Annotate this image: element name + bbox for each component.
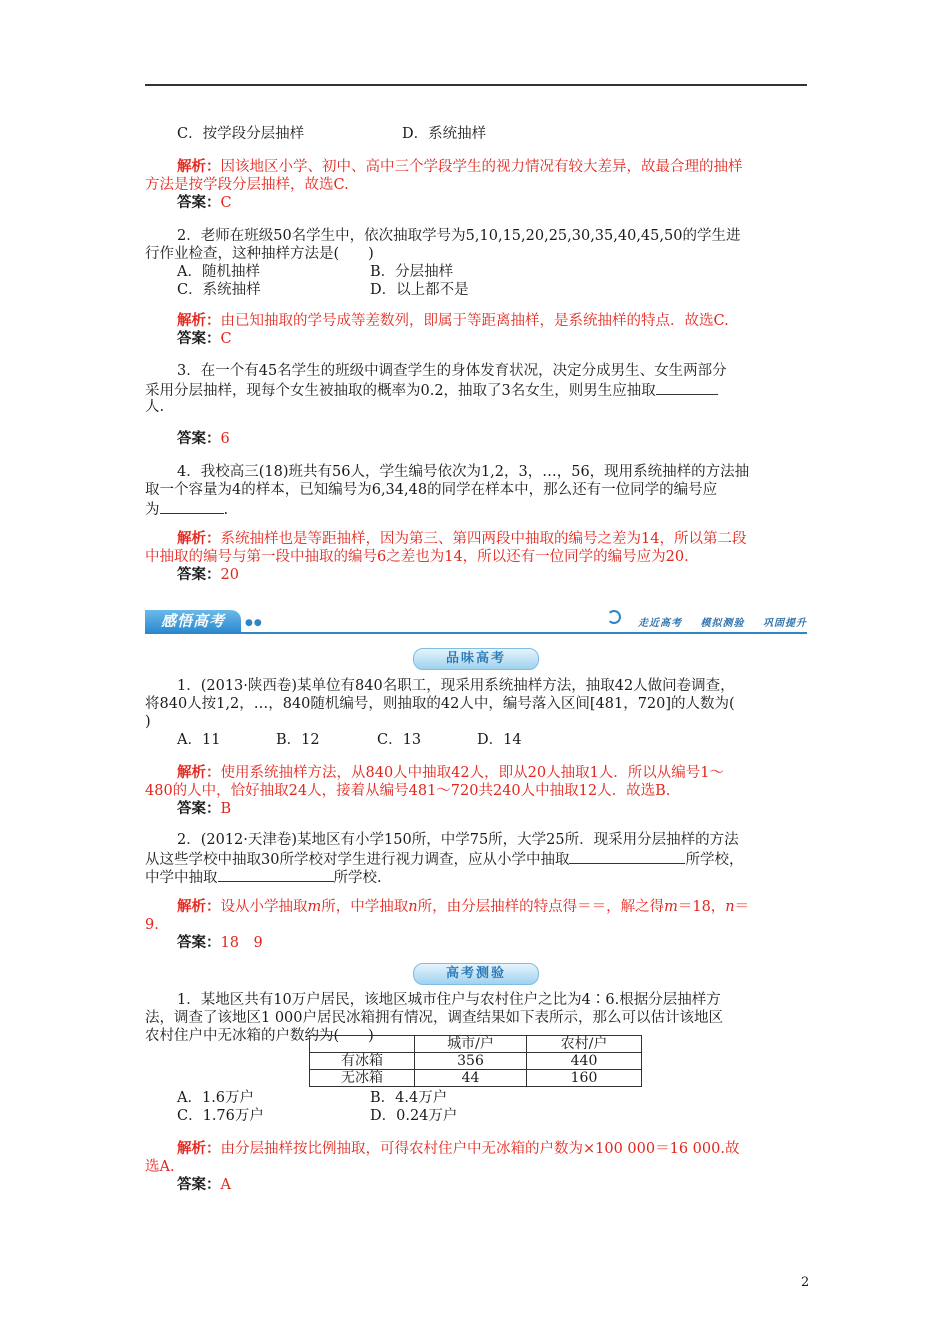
g1-option-a: A．11 bbox=[177, 732, 221, 748]
q3-line-2-text: 采用分层抽样，现每个女生被抽取的概率为0.2，抽取了3名女生，则男生应抽取 bbox=[145, 383, 656, 399]
t1-option-d: D．0.24万户 bbox=[370, 1108, 458, 1124]
t1-analysis-line-1 bbox=[177, 1140, 739, 1158]
table-header-cell: 农村/户 bbox=[527, 1036, 642, 1053]
q4-line-3: 为 . bbox=[145, 499, 228, 519]
banner-subtitles bbox=[624, 614, 807, 629]
analysis-text: 由分层抽样按比例抽取，可得农村住户中无冰箱的户数为×100 000＝16 000.故 bbox=[220, 1141, 740, 1157]
g1-analysis-line-2: 480的人中，恰好抽取24人，接着从编号481～720共240人中抽取12人．故选B. bbox=[145, 783, 671, 799]
q2-option-c: C．系统抽样 bbox=[177, 282, 261, 298]
q2-line-2: 行作业检查，这种抽样方法是( ) bbox=[145, 246, 374, 262]
var-m: m bbox=[664, 899, 678, 915]
q4-answer bbox=[177, 566, 239, 584]
q3-answer bbox=[177, 430, 230, 448]
fill-blank bbox=[218, 867, 334, 882]
table-cell: 无冰箱 bbox=[310, 1070, 415, 1087]
answer-label: 答案： bbox=[177, 430, 221, 447]
q4-analysis-line-2: 中抽取的编号与第一段中抽取的编号6之差也为14，所以还有一位同学的编号应为20. bbox=[145, 549, 689, 565]
analysis-text: 由已知抽取的学号成等差数列，即属于等距离抽样，是系统抽样的特点．故选C. bbox=[220, 313, 729, 329]
banner-subtitle-3: 巩固提升 bbox=[763, 618, 807, 629]
table-cell: 160 bbox=[527, 1070, 642, 1087]
q4-line-2: 取一个容量为4的样本，已知编号为6,34,48的同学在样本中，那么还有一位同学的编号应 bbox=[145, 482, 718, 498]
answer-label: 答案： bbox=[177, 194, 221, 211]
swirl-icon bbox=[607, 610, 621, 624]
fridge-table bbox=[309, 1035, 642, 1087]
analysis-text: ＝ bbox=[734, 899, 750, 915]
g1-analysis-line-1 bbox=[177, 764, 724, 782]
q2-option-a: A．随机抽样 bbox=[177, 264, 260, 280]
prev-answer bbox=[177, 194, 232, 212]
analysis-label: 解析： bbox=[177, 898, 221, 915]
answer-value: C bbox=[220, 195, 232, 211]
answer-label: 答案： bbox=[177, 330, 221, 347]
analysis-text: 设从小学抽取 bbox=[220, 899, 308, 915]
prev-analysis-line-2: 方法是按学段分层抽样，故选C. bbox=[145, 177, 349, 193]
answer-value: 6 bbox=[220, 431, 230, 447]
table-header-cell bbox=[310, 1036, 415, 1053]
analysis-text: 所，由分层抽样的特点得＝＝，解之得 bbox=[417, 899, 665, 915]
g1-answer bbox=[177, 800, 231, 818]
fill-blank bbox=[160, 499, 224, 514]
fill-blank bbox=[569, 849, 685, 864]
prev-option-d: D．系统抽样 bbox=[402, 126, 487, 142]
table-row bbox=[310, 1070, 642, 1087]
answer-value: 18 9 bbox=[220, 935, 263, 951]
answer-value: C bbox=[220, 331, 232, 347]
var-n: n bbox=[725, 899, 735, 915]
g2-line-3 bbox=[145, 867, 382, 887]
table-header-row bbox=[310, 1036, 642, 1053]
q4-analysis-line-1 bbox=[177, 530, 746, 548]
g2-line-3-text: 中学中抽取 bbox=[145, 870, 218, 886]
table-header-cell: 城市/户 bbox=[415, 1036, 527, 1053]
answer-value: B bbox=[220, 801, 232, 817]
analysis-text: 系统抽样也是等距抽样，因为第三、第四两段中抽取的编号之差为14，所以第二段 bbox=[220, 531, 747, 547]
g1-line-2: 将840人按1,2，…，840随机编号，则抽取的42人中，编号落入区间[481，720]的人数为( bbox=[145, 696, 735, 712]
t1-option-c: C．1.76万户 bbox=[177, 1108, 264, 1124]
subhead-pinwei: 品味高考 bbox=[413, 648, 539, 670]
table-cell: 有冰箱 bbox=[310, 1053, 415, 1070]
analysis-text: 因该地区小学、初中、高中三个学段学生的视力情况有较大差异，故最合理的抽样 bbox=[220, 159, 743, 175]
fill-blank bbox=[656, 380, 718, 395]
answer-label: 答案： bbox=[177, 800, 221, 817]
analysis-label: 解析： bbox=[177, 764, 221, 781]
q4-line-3-text: 为 bbox=[145, 502, 160, 518]
banner-dots: ●● bbox=[245, 618, 263, 628]
header-rule bbox=[145, 84, 807, 86]
banner-subtitle-1: 走近高考 bbox=[638, 618, 683, 629]
q2-option-b: B．分层抽样 bbox=[370, 264, 454, 280]
answer-label: 答案： bbox=[177, 566, 221, 583]
t1-line-1: 1．某地区共有10万户居民，该地区城市住户与农村住户之比为4∶6.根据分层抽样方 bbox=[177, 992, 721, 1008]
t1-option-a: A．1.6万户 bbox=[177, 1090, 255, 1106]
q2-line-1: 2．老师在班级50名学生中，依次抽取学号为5,10,15,20,25,30,35,40,45,50的学生进 bbox=[177, 228, 741, 244]
g2-line-2-suffix: 所学校， bbox=[685, 852, 744, 868]
g2-answer bbox=[177, 934, 263, 952]
q4-line-1: 4．我校高三(18)班共有56人，学生编号依次为1,2，3，…，56，现用系统抽样的方法抽 bbox=[177, 464, 750, 480]
analysis-text: ＝18， bbox=[677, 899, 726, 915]
g2-analysis-line-2: 9. bbox=[145, 917, 159, 933]
g1-line-3: ) bbox=[145, 714, 151, 730]
answer-label: 答案： bbox=[177, 1176, 221, 1193]
subhead-gaokao-ceyan: 高考测验 bbox=[413, 963, 539, 985]
table-cell: 440 bbox=[527, 1053, 642, 1070]
answer-label: 答案： bbox=[177, 934, 221, 951]
table-cell: 44 bbox=[415, 1070, 527, 1087]
q3-line-2 bbox=[145, 380, 718, 400]
table-cell: 356 bbox=[415, 1053, 527, 1070]
analysis-text: 使用系统抽样方法，从840人中抽取42人，即从20人抽取1人．所以从编号1～ bbox=[220, 765, 725, 781]
q3-line-3: 人. bbox=[145, 399, 165, 415]
q2-option-d: D．以上都不是 bbox=[370, 282, 469, 298]
banner-title: 感悟高考 bbox=[145, 610, 241, 632]
q2-analysis bbox=[177, 312, 729, 330]
g1-line-1: 1．(2013·陕西卷)某单位有840名职工，现采用系统抽样方法，抽取42人做问卷调查， bbox=[177, 678, 735, 694]
t1-line-2: 法，调查了该地区1 000户居民冰箱拥有情况，调查结果如下表所示，那么可以估计该地区 bbox=[145, 1010, 724, 1026]
section-banner bbox=[145, 610, 807, 634]
var-n: n bbox=[408, 899, 418, 915]
g2-line-3-suffix: 所学校. bbox=[333, 870, 382, 886]
analysis-label: 解析： bbox=[177, 312, 221, 329]
t1-analysis-line-2: 选A. bbox=[145, 1159, 175, 1175]
page-number: 2 bbox=[801, 1275, 810, 1290]
g1-option-b: B．12 bbox=[276, 732, 320, 748]
banner-subtitle-2: 模拟测验 bbox=[700, 618, 745, 629]
t1-answer bbox=[177, 1176, 231, 1194]
g1-option-c: C．13 bbox=[377, 732, 422, 748]
prev-analysis-line-1 bbox=[177, 158, 743, 176]
g2-line-2 bbox=[145, 849, 743, 869]
var-m: m bbox=[307, 899, 322, 915]
analysis-label: 解析： bbox=[177, 158, 221, 175]
t1-line-3: 农村住户中无冰箱的户数约为( ) bbox=[145, 1028, 374, 1044]
table-row bbox=[310, 1053, 642, 1070]
analysis-text: 所，中学抽取 bbox=[321, 899, 409, 915]
analysis-label: 解析： bbox=[177, 1140, 221, 1157]
g2-line-2-text: 从这些学校中抽取30所学校对学生进行视力调查，应从小学中抽取 bbox=[145, 852, 570, 868]
analysis-label: 解析： bbox=[177, 530, 221, 547]
g2-line-1: 2．(2012·天津卷)某地区有小学150所，中学75所，大学25所．现采用分层抽样的方法 bbox=[177, 832, 739, 848]
t1-option-b: B．4.4万户 bbox=[370, 1090, 448, 1106]
q2-answer bbox=[177, 330, 232, 348]
prev-option-c: C．按学段分层抽样 bbox=[177, 126, 305, 142]
q3-line-1: 3．在一个有45名学生的班级中调查学生的身体发育状况，决定分成男生、女生两部分 bbox=[177, 363, 727, 379]
g2-analysis-line-1 bbox=[177, 898, 749, 916]
answer-value: A bbox=[220, 1177, 231, 1193]
g1-option-d: D．14 bbox=[477, 732, 522, 748]
answer-value: 20 bbox=[220, 567, 239, 583]
